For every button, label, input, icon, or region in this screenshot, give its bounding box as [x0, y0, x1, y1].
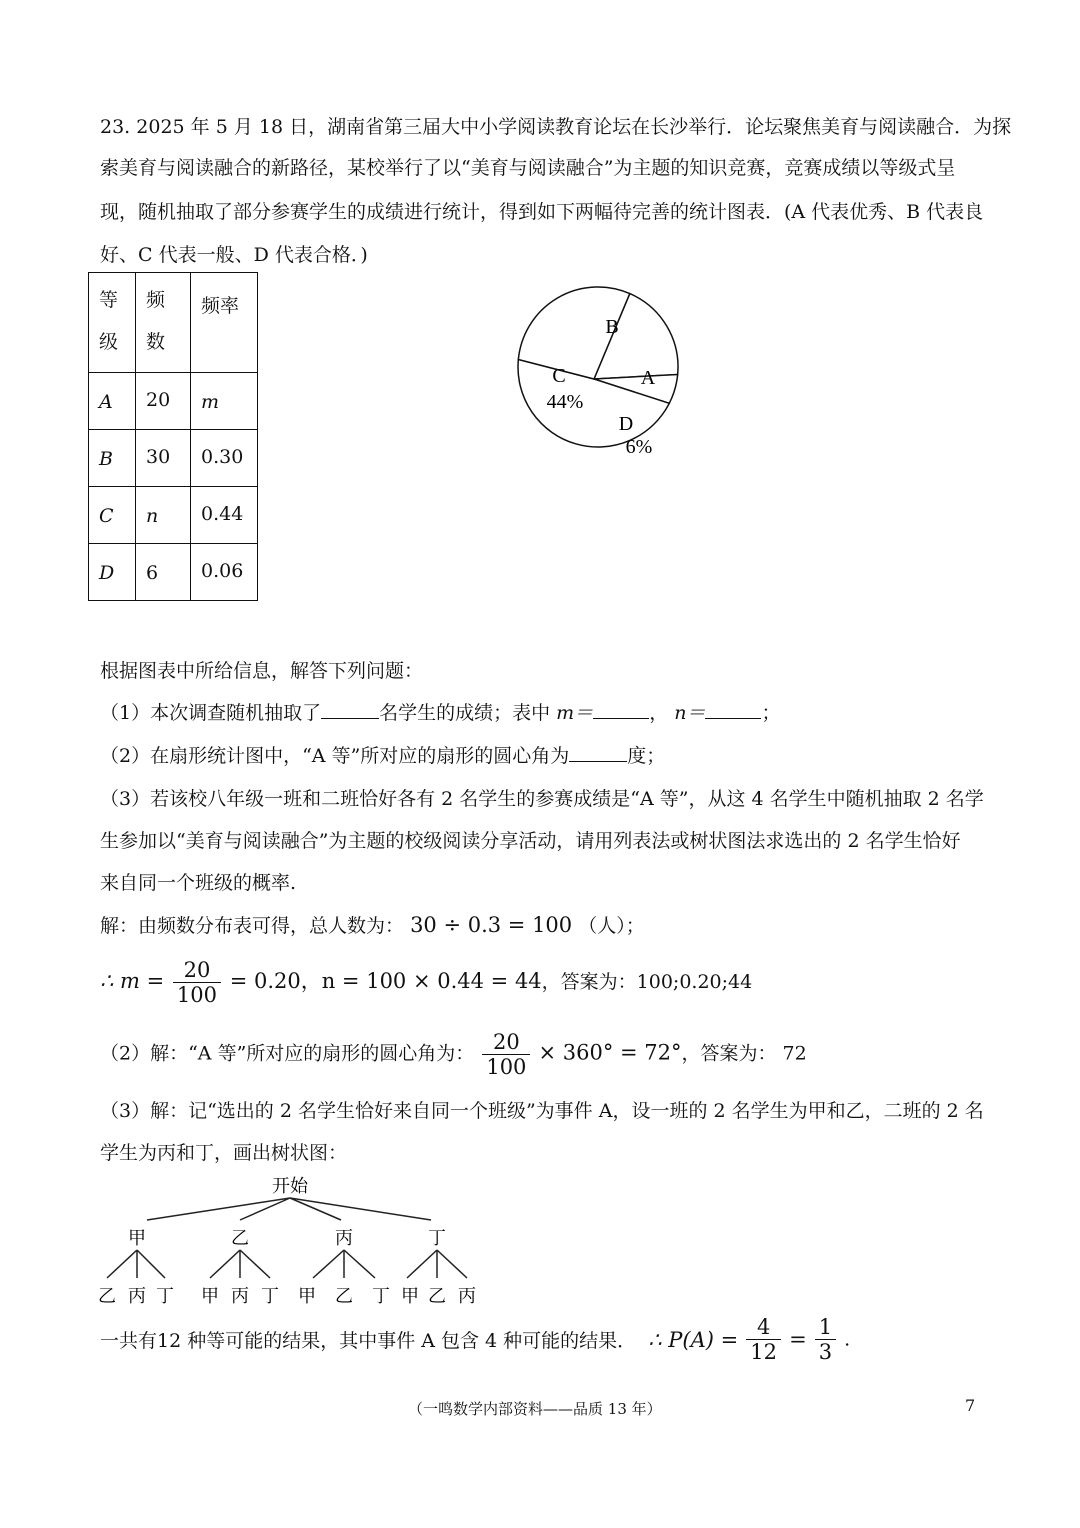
answer-blank[interactable] [705, 700, 761, 719]
pie-label-c: C [552, 365, 566, 387]
intro-text: 根据图表中所给信息，解答下列问题： [100, 660, 424, 682]
footer-text: （一鸣数学内部资料——品质 13 年） [408, 1400, 662, 1418]
tree-leaf: 丙 [231, 1286, 249, 1307]
question-3-line-3: 来自同一个班级的概率. [100, 872, 297, 894]
table-row: B 30 0.30 [89, 430, 258, 487]
tree-leaf: 甲 [401, 1286, 419, 1307]
problem-text: 2025 年 5 月 18 日，湖南省第三届大中小学阅读教育论坛在长沙举行．论坛聚焦美育与阅读融合．为探 [136, 116, 1012, 138]
tree-leaf: 乙 [335, 1286, 353, 1307]
pie-label-d: D [618, 413, 634, 435]
fraction: $\frac{1}{3}$ [815, 1315, 836, 1364]
tree-node-2: 乙 [231, 1228, 249, 1249]
solution-line-3: （2）解：“A 等”所对应的扇形的圆心角为： $\frac{20}{100}$ × 360° = 72°，答案为： 72 [100, 1030, 807, 1079]
header-grade: 等 级 [89, 273, 136, 373]
page-number: 7 [965, 1396, 976, 1415]
tree-diagram [85, 1170, 505, 1310]
answer-blank[interactable] [569, 743, 627, 762]
header-freq: 频率 [191, 273, 258, 373]
tree-leaf: 甲 [201, 1286, 219, 1307]
tree-leaf: 乙 [98, 1286, 116, 1307]
table-header-row [89, 273, 258, 373]
problem-line-2: 索美育与阅读融合的新路径，某校举行了以“美育与阅读融合”为主题的知识竞赛，竞赛成绩以等级式呈 [100, 157, 956, 179]
question-1: （1）本次调查随机抽取了 名学生的成绩；表中 m＝ ， n＝ ； [100, 702, 781, 724]
solution-line-1: 解：由频数分布表可得，总人数为： 30 ÷ 0.3 = 100 （人）； [100, 913, 645, 937]
question-2: （2）在扇形统计图中，“A 等”所对应的扇形的圆心角为 度； [100, 745, 666, 767]
header-count: 频 数 [136, 273, 191, 373]
fraction: $\frac{20}{100}$ [482, 1030, 530, 1079]
solution-line-4: （3）解：记“选出的 2 名学生恰好来自同一个班级”为事件 A，设一班的 2 名学生为甲和乙，二班的 2 名 [100, 1100, 984, 1122]
table-row: C n 0.44 [89, 487, 258, 544]
problem-number: 23. [100, 116, 131, 138]
tree-leaf: 乙 [428, 1286, 446, 1307]
pie-label-b: B [605, 316, 619, 338]
answer-blank[interactable] [593, 700, 649, 719]
tree-root: 开始 [272, 1176, 308, 1197]
pie-value-d: 6% [625, 436, 653, 458]
tree-node-1: 甲 [128, 1228, 146, 1249]
fraction: $\frac{20}{100}$ [173, 958, 221, 1007]
tree-node-3: 丙 [335, 1228, 353, 1249]
solution-line-5: 学生为丙和丁，画出树状图： [100, 1142, 348, 1164]
problem-line-3: 现，随机抽取了部分参赛学生的成绩进行统计，得到如下两幅待完善的统计图表．(A 代表优秀、B 代表良 [100, 201, 984, 223]
pie-label-a: A [640, 367, 656, 389]
pie-value-c: 44% [546, 391, 584, 413]
question-3-line-1: （3）若该校八年级一班和二班恰好各有 2 名学生的参赛成绩是“A 等”，从这 4 名学生中随机抽取 2 名学 [100, 788, 984, 810]
tree-leaf: 丙 [458, 1286, 476, 1307]
solution-line-2: ∴ m = $\frac{20}{100}$ = 0.20，n = 100 × 0.44 = 44，答案为：100;0.20;44 [100, 958, 753, 1007]
conclusion: 一共有12 种等可能的结果，其中事件 A 包含 4 种可能的结果． ∴ P(A) = $\frac{4}{12}$ = $\frac{1}{3}$ . [100, 1315, 851, 1364]
fraction: $\frac{4}{12}$ [746, 1315, 781, 1364]
pie-chart [495, 280, 715, 480]
tree-leaf: 丁 [261, 1286, 279, 1307]
table-row: A 20 m [89, 373, 258, 430]
problem-line-1 [100, 112, 1011, 139]
answer-blank[interactable] [321, 700, 379, 719]
frequency-table [88, 272, 258, 601]
tree-leaf: 丙 [128, 1286, 146, 1307]
problem-line-4: 好、C 代表一般、D 代表合格．) [100, 244, 368, 266]
tree-leaf: 丁 [156, 1286, 174, 1307]
tree-node-4: 丁 [428, 1228, 446, 1249]
table-row: D 6 0.06 [89, 544, 258, 601]
tree-leaf: 甲 [298, 1286, 316, 1307]
question-3-line-2: 生参加以“美育与阅读融合”为主题的校级阅读分享活动，请用列表法或树状图法求选出的 2 名学生恰好 [100, 830, 961, 852]
tree-leaf: 丁 [372, 1286, 390, 1307]
